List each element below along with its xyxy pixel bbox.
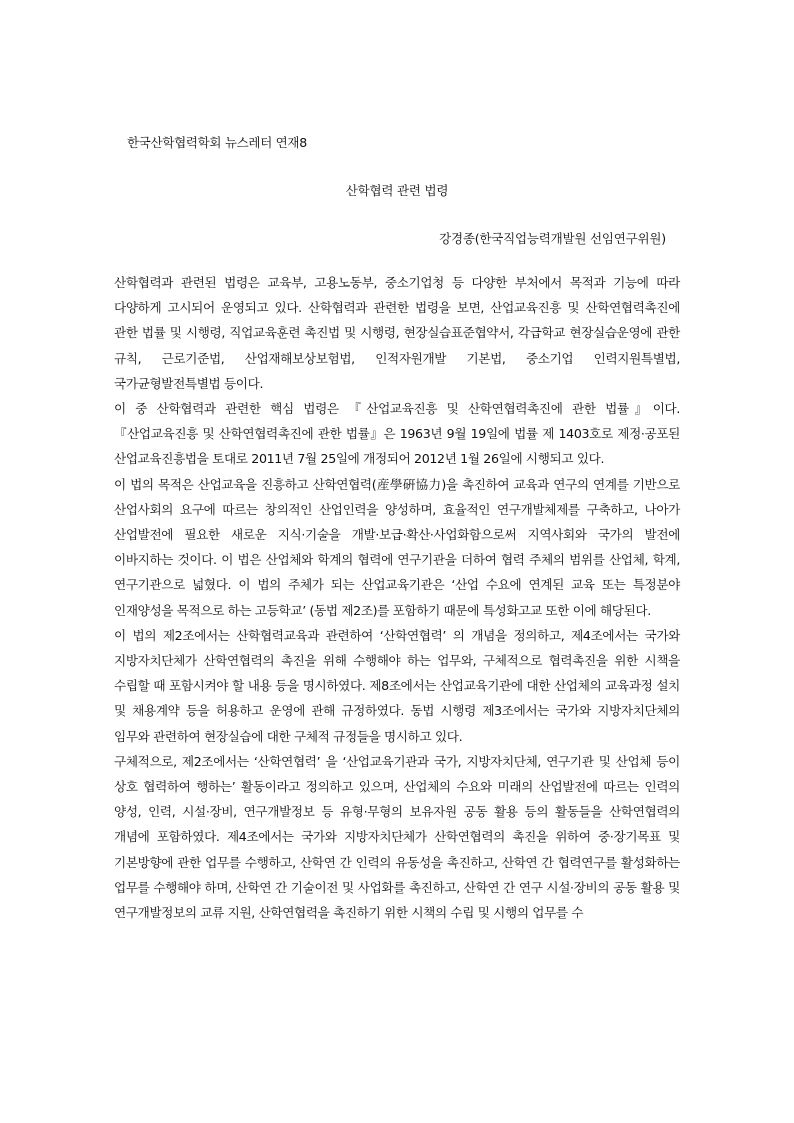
paragraph-3: 이 법의 목적은 산업교육을 진흥하고 산학연협력(産學硏協力)을 촉진하여 교육과 연구의 연계를 기반으로 산업사회의 요구에 따르는 창의적인 산업인력을 양성하며, 효율적인 연구개발체제를 구축하고, 나아가 산업발전에 필요한 새로운 지식·기술을 개발·보급·확산·사업화함으로써 지역사회와 국가의 발전에 이바지하는 것이다. 이 법은 산업체와 학계의 협력에 연구기관을 더하여 협력 주체의 범위를 산업체, 학계, 연구기관으로 넓혔다. 이 법의 주체가 되는 산업교육기관은 ‘산업 수요에 연계된 교육 또는 특정분야 인재양성을 목적으로 하는 고등학교’ (동법 제2조)를 포함하기 때문에 특성화고교 또한 이에 해당된다. [114,476,680,618]
paragraph-5: 구체적으로, 제2조에서는 ‘산학연협력’ 을 ‘산업교육기관과 국가, 지방자치단체, 연구기관 및 산업체 등이 상호 협력하여 행하는’ 활동이라고 정의하고 있으며, 산업체의 수요와 미래의 산업발전에 따르는 인력의 양성, 인력, 시설·장비, 연구개발정보 등 유형·무형의 보유자원 공동 활용 등의 활동들을 산학연협력의 개념에 포함하였다. 제4조에서는 국가와 지방자치단체가 산학연협력의 촉진을 위하여 중·장기목표 및 기본방향에 관한 업무를 수행하고, 산학연 간 인력의 유동성을 촉진하고, 산학연 간 협력연구를 활성화하는 업무를 수행해야 하며, 산학연 간 기술이전 및 사업화를 촉진하고, 산학연 간 연구 시설·장비의 공동 활용 및 연구개발정보의 교류 지원, 산학연협력을 촉진하기 위한 시책의 수립 및 시행의 업무를 수 [114,753,680,921]
author-line: 강경종(한국직업능력개발원 선임연구위원) [439,231,666,246]
paragraph-2: 이 중 산학협력과 관련한 핵심 법령은 『산업교육진흥 및 산학연협력촉진에 관한 법률』이다. 『산업교육진흥 및 산학연협력촉진에 관한 법률』은 1963년 9월 19일에 법률 제 1403호로 제정·공포된 산업교육진흥법을 토대로 2011년 7월 25일에 개정되어 2012년 1월 26일에 시행되고 있다. [114,401,680,467]
paragraph-1: 산학협력과 관련된 법령은 교육부, 고용노동부, 중소기업청 등 다양한 부처에서 목적과 기능에 따라 다양하게 고시되어 운영되고 있다. 산학협력과 관련한 법령을 보면, 산업교육진흥 및 산학연협력촉진에 관한 법률 및 시행령, 직업교육훈련 촉진법 및 시행령, 현장실습표준협약서, 각급학교 현장실습운영에 관한 규칙, 근로기준법, 산업재해보상보험법, 인적자원개발 기본법, 중소기업 인력지원특별법, 국가균형발전특별법 등이다. [114,275,680,391]
body-text [114,270,680,925]
document-title: 산학협력 관련 법령 [345,183,449,198]
paragraph-4: 이 법의 제2조에서는 산학협력교육과 관련하여 ‘산학연협력’ 의 개념을 정의하고, 제4조에서는 국가와 지방자치단체가 산학연협력의 촉진을 위해 수행해야 하는 업무와, 구체적으로 협력촉진을 위한 시책을 수립할 때 포함시켜야 할 내용 등을 명시하였다. 제8조에서는 산업교육기관에 대한 산업체의 교육과정 설치 및 채용계약 등을 허용하고 운영에 관해 규정하였다. 동법 시행령 제3조에서는 국가와 지방자치단체의 임무와 관련하여 현장실습에 대한 구체적 규정들을 명시하고 있다. [114,627,680,744]
series-title: 한국산학협력학회 뉴스레터 연재8 [127,135,307,150]
